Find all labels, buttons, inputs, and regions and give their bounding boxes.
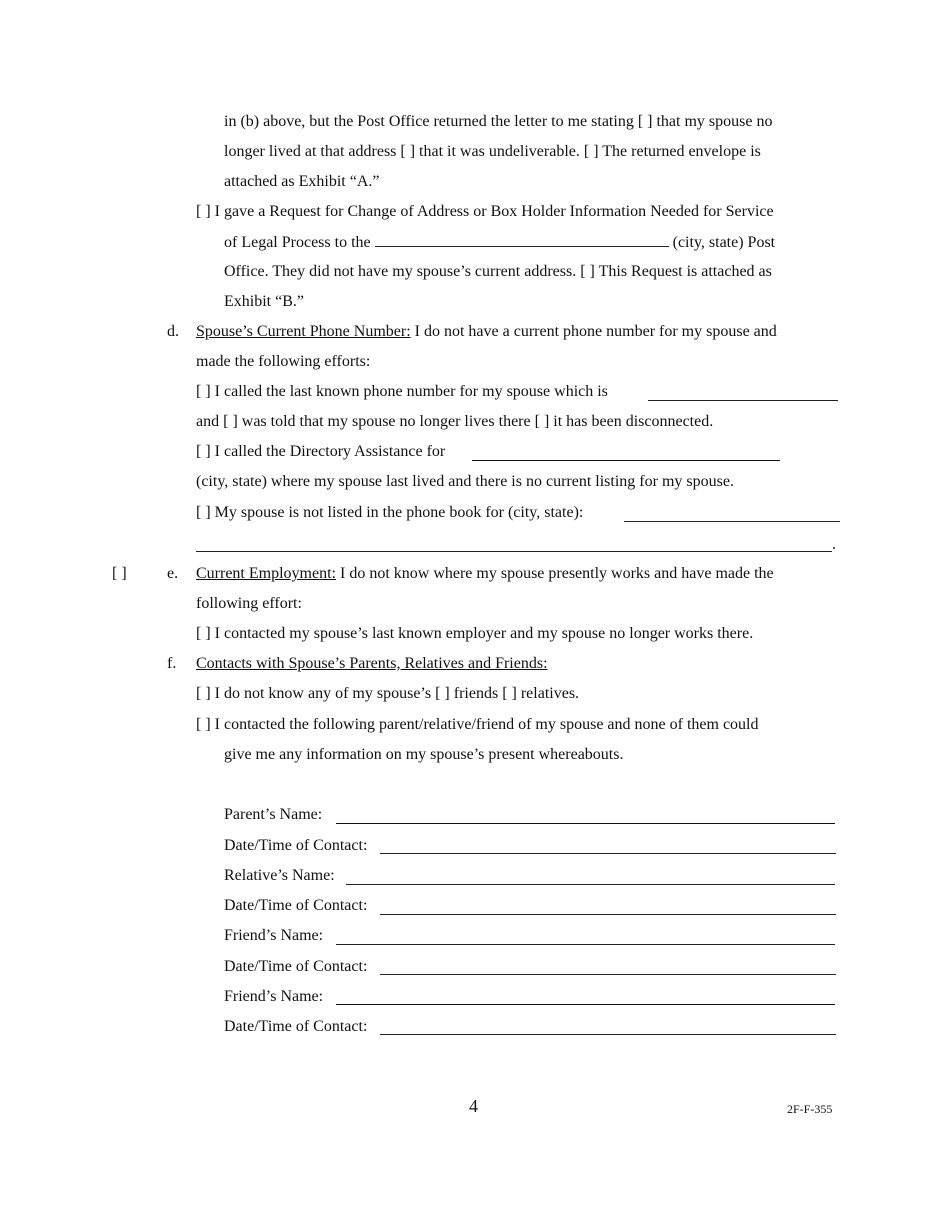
- contact-date-field-1[interactable]: [380, 853, 836, 854]
- section-e-marker: e.: [167, 565, 179, 582]
- relative-name-label: Relative’s Name:: [224, 867, 335, 884]
- page-number: 4: [469, 1096, 478, 1116]
- checkbox-relatives[interactable]: [ ]: [502, 685, 517, 702]
- section-d-line-1: Spouse’s Current Phone Number: I do not have a current phone number for my spouse and: [196, 323, 777, 340]
- contact-date-field-2[interactable]: [380, 914, 836, 915]
- checkbox-called-last-number[interactable]: [ ]: [196, 383, 211, 400]
- checkbox-no-longer-lived[interactable]: [ ]: [637, 113, 653, 130]
- checkbox-request-change-address[interactable]: [ ]: [196, 203, 211, 220]
- friend-name-field-2[interactable]: [336, 1004, 835, 1005]
- section-e-line-1: Current Employment: I do not know where my spouse presently works and have made the: [196, 565, 774, 582]
- phone-book-line: [ ] My spouse is not listed in the phone book for (city, state):: [196, 504, 584, 521]
- section-f-marker: f.: [167, 655, 177, 672]
- request-line-4: Exhibit “B.”: [224, 293, 304, 310]
- checkbox-friends[interactable]: [ ]: [435, 685, 450, 702]
- contact-date-field-3[interactable]: [380, 974, 836, 975]
- checkbox-undeliverable[interactable]: [ ]: [400, 143, 416, 160]
- contact-date-label-4: Date/Time of Contact:: [224, 1018, 368, 1035]
- told-line: and [ ] was told that my spouse no longer lives there [ ] it has been disconnected.: [196, 413, 714, 430]
- directory-city-field[interactable]: [472, 460, 780, 461]
- checkbox-contacted-following[interactable]: [ ]: [196, 716, 211, 733]
- contacted-following-line-1: [ ] I contacted the following parent/relative/friend of my spouse and none of them could: [196, 716, 759, 733]
- checkbox-envelope-attached[interactable]: [ ]: [583, 143, 599, 160]
- section-e-heading: Current Employment:: [196, 565, 336, 582]
- checkbox-request-attached[interactable]: [ ]: [580, 263, 595, 280]
- post-office-city-field[interactable]: [375, 232, 669, 247]
- parent-name-label: Parent’s Name:: [224, 806, 323, 823]
- contact-date-label-1: Date/Time of Contact:: [224, 837, 368, 854]
- checkbox-dont-know[interactable]: [ ]: [196, 685, 211, 702]
- called-last-number-line: [ ] I called the last known phone number for my spouse which is: [196, 383, 608, 400]
- friend-name-label-2: Friend’s Name:: [224, 988, 324, 1005]
- section-d-line-2: made the following efforts:: [196, 353, 371, 370]
- contacted-following-line-2: give me any information on my spouse’s present whereabouts.: [224, 746, 624, 763]
- request-line-1: [ ] I gave a Request for Change of Address or Box Holder Information Needed for Service: [196, 203, 774, 220]
- cont-b-line-1: in (b) above, but the Post Office returned the letter to me stating [ ] that my spouse no: [224, 113, 773, 130]
- contact-date-label-3: Date/Time of Contact:: [224, 958, 368, 975]
- phone-book-period: .: [832, 536, 836, 553]
- friend-name-label-1: Friend’s Name:: [224, 927, 324, 944]
- section-d-heading: Spouse’s Current Phone Number:: [196, 323, 411, 340]
- checkbox-directory-assistance[interactable]: [ ]: [196, 443, 211, 460]
- city-line: (city, state) where my spouse last lived and there is no current listing for my spouse.: [196, 473, 734, 490]
- directory-line: [ ] I called the Directory Assistance for: [196, 443, 446, 460]
- section-f-heading: Contacts with Spouse’s Parents, Relatives and Friends:: [196, 655, 548, 672]
- checkbox-no-longer-lives-there[interactable]: [ ]: [223, 413, 238, 430]
- last-phone-number-field[interactable]: [648, 400, 838, 401]
- contact-date-field-4[interactable]: [380, 1034, 836, 1035]
- parent-name-field[interactable]: [336, 823, 835, 824]
- request-line-3: Office. They did not have my spouse’s current address. [ ] This Request is attached as: [224, 263, 772, 280]
- phone-book-city-field[interactable]: [624, 521, 840, 522]
- checkbox-section-e[interactable]: [ ]: [112, 565, 127, 582]
- relative-name-field[interactable]: [346, 884, 835, 885]
- request-line-2: of Legal Process to the (city, state) Post: [224, 234, 776, 251]
- contacted-employer-line: [ ] I contacted my spouse’s last known employer and my spouse no longer works there.: [196, 625, 754, 642]
- phone-book-city-field-continued[interactable]: [196, 551, 832, 552]
- checkbox-disconnected[interactable]: [ ]: [534, 413, 550, 430]
- friend-name-field-1[interactable]: [336, 944, 835, 945]
- cont-b-line-2: longer lived at that address [ ] that it was undeliverable. [ ] The returned envelope is: [224, 143, 761, 160]
- form-code: 2F-F-355: [787, 1102, 833, 1116]
- section-e-line-2: following effort:: [196, 595, 302, 612]
- dont-know-line: [ ] I do not know any of my spouse’s [ ] friends [ ] relatives.: [196, 685, 580, 702]
- cont-b-line-3: attached as Exhibit “A.”: [224, 173, 380, 190]
- section-d-marker: d.: [167, 323, 179, 340]
- checkbox-not-in-phone-book[interactable]: [ ]: [196, 504, 211, 521]
- checkbox-contacted-employer[interactable]: [ ]: [196, 625, 211, 642]
- contact-date-label-2: Date/Time of Contact:: [224, 897, 368, 914]
